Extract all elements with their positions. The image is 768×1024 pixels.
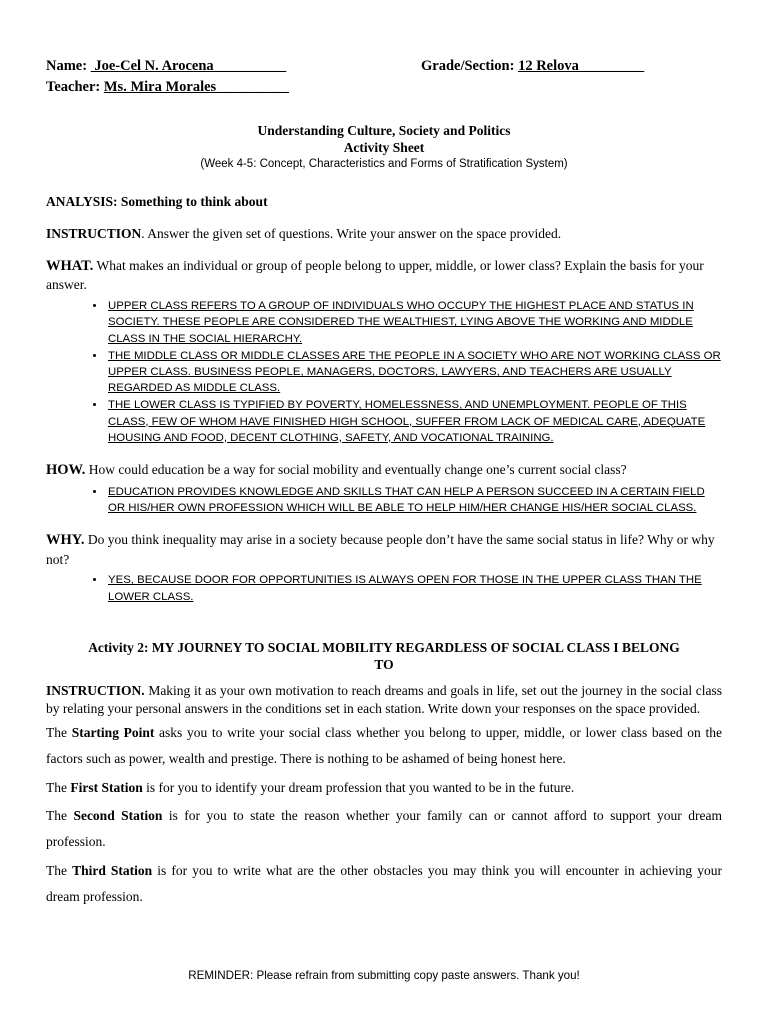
question-how <box>46 461 722 480</box>
station-prefix: The <box>46 725 72 740</box>
grade-field-group <box>421 56 644 77</box>
answer-text: EDUCATION PROVIDES KNOWLEDGE AND SKILLS THAT CAN HELP A PERSON SUCCEED IN A CERTAIN FIELD OR HIS/HER OWN PROFESSION WHICH WILL BE ABLE TO HELP HIM/HER CHANGE HIS/HER SOCIAL CLASS. <box>108 486 705 515</box>
teacher-field-group <box>46 77 421 98</box>
station-text: asks you to write your social class whether you belong to upper, middle, or lower class based on the factors such as power, wealth and prestige. There is nothing to be ashamed of being honest here. <box>46 725 722 767</box>
station-text: is for you to identify your dream profession that you wanted to be in the future. <box>142 779 575 795</box>
answer-list-how <box>46 484 722 516</box>
analysis-heading: ANALYSIS: Something to think about <box>46 193 268 209</box>
station-name: Starting Point <box>71 725 155 740</box>
header-row-teacher <box>46 77 722 98</box>
page-week-note: (Week 4-5: Concept, Characteristics and Forms of Stratification System) <box>200 157 568 170</box>
question-what-prompt: What makes an individual or group of people belong to upper, middle, or lower class? Explain the basis for your answer. <box>46 258 704 293</box>
footer-reminder: REMINDER: Please refrain from submitting copy paste answers. Thank you! <box>188 969 580 982</box>
question-why-prompt: Do you think inequality may arise in a society because people don’t have the same social status in life? Why or why not? <box>46 532 715 567</box>
question-why-label: WHY. <box>46 532 85 549</box>
page-subtitle: Activity Sheet <box>343 140 425 156</box>
question-how-label: HOW. <box>46 461 86 478</box>
station-text: is for you to state the reason whether your family can or cannot afford to support your dream profession. <box>46 807 722 850</box>
station-name: First Station <box>70 779 143 795</box>
answer-list-what <box>46 298 722 446</box>
name-field-group <box>46 56 421 77</box>
question-why <box>46 531 722 568</box>
station-starting-point <box>46 720 722 773</box>
name-value: Joe-Cel N. Arocena__________ <box>90 58 287 74</box>
activity2-instruction-text: Making it as your own motivation to reach dreams and goals in life, set out the journey in the social class by relating your personal answers in the conditions set in each station. Write down your responses on the space provided. <box>46 682 722 716</box>
station-name: Third Station <box>72 862 153 878</box>
question-what-label: WHAT. <box>46 258 94 275</box>
analysis-instruction-text: . Answer the given set of questions. Write your answer on the space provided. <box>141 225 562 241</box>
grade-value: 12 Relova_________ <box>518 58 645 74</box>
station-prefix: The <box>46 862 73 878</box>
answer-text: UPPER CLASS REFERS TO A GROUP OF INDIVIDUALS WHO OCCUPY THE HIGHEST PLACE AND STATUS IN SOCIETY. THESE PEOPLE ARE CONSIDERED THE WEALTHIEST, LYING ABOVE THE WORKING AND MIDDLE CLASS IN THE SOCIAL HIERARCHY. <box>108 300 694 345</box>
station-prefix: The <box>46 779 71 795</box>
station-second <box>46 803 722 856</box>
answer-text: YES, BECAUSE DOOR FOR OPPORTUNITIES IS ALWAYS OPEN FOR THOSE IN THE UPPER CLASS THAN THE LOWER CLASS. <box>108 574 702 603</box>
analysis-instruction-label: INSTRUCTION <box>46 225 142 241</box>
grade-label: Grade/Section: <box>421 58 519 74</box>
station-text: is for you to write what are the other obstacles you may think you will encounter in achieving your dream profession. <box>46 862 722 904</box>
question-how-prompt: How could education be a way for social mobility and eventually change one’s current social class? <box>85 461 627 477</box>
answer-list-why <box>46 572 722 604</box>
question-what <box>46 257 722 294</box>
header-row-name <box>46 56 722 77</box>
activity2-instruction-label: INSTRUCTION. <box>46 682 145 698</box>
teacher-value: Ms. Mira Morales__________ <box>103 79 289 96</box>
station-prefix: The <box>46 807 74 823</box>
list-item <box>106 484 722 516</box>
answer-text: THE LOWER CLASS IS TYPIFIED BY POVERTY, HOMELESSNESS, AND UNEMPLOYMENT. PEOPLE OF THIS CLASS, FEW OF WHOM HAVE FINISHED HIGH SCHOOL, SUFFER FROM LACK OF MEDICAL CARE, ADEQUATE HOUSING AND FOOD, DECENT CLOTHING, SAFETY, AND VOCATIONAL TRAINING. <box>108 399 706 444</box>
list-item <box>106 298 722 347</box>
list-item <box>106 348 722 397</box>
station-name: Second Station <box>73 807 163 823</box>
answer-text: THE MIDDLE CLASS OR MIDDLE CLASSES ARE THE PEOPLE IN A SOCIETY WHO ARE NOT WORKING CLASS OR UPPER CLASS. BUSINESS PEOPLE, MANAGERS, DOCTORS, LAWYERS, AND TEACHERS ARE USUALLY REGARDED AS MIDDLE CLASS. <box>108 349 721 395</box>
teacher-label: Teacher: <box>46 79 104 96</box>
station-first <box>46 775 722 801</box>
analysis-instruction <box>46 225 722 243</box>
activity2-instruction <box>46 682 722 718</box>
activity2-title: Activity 2: MY JOURNEY TO SOCIAL MOBILITY REGARDLESS OF SOCIAL CLASS I BELONG TO <box>88 639 680 673</box>
list-item <box>106 397 722 446</box>
page-title: Understanding Culture, Society and Politics <box>257 123 511 139</box>
list-item <box>106 572 722 604</box>
name-label: Name: <box>46 58 91 74</box>
document-title-block <box>46 122 722 171</box>
station-third <box>46 858 722 911</box>
